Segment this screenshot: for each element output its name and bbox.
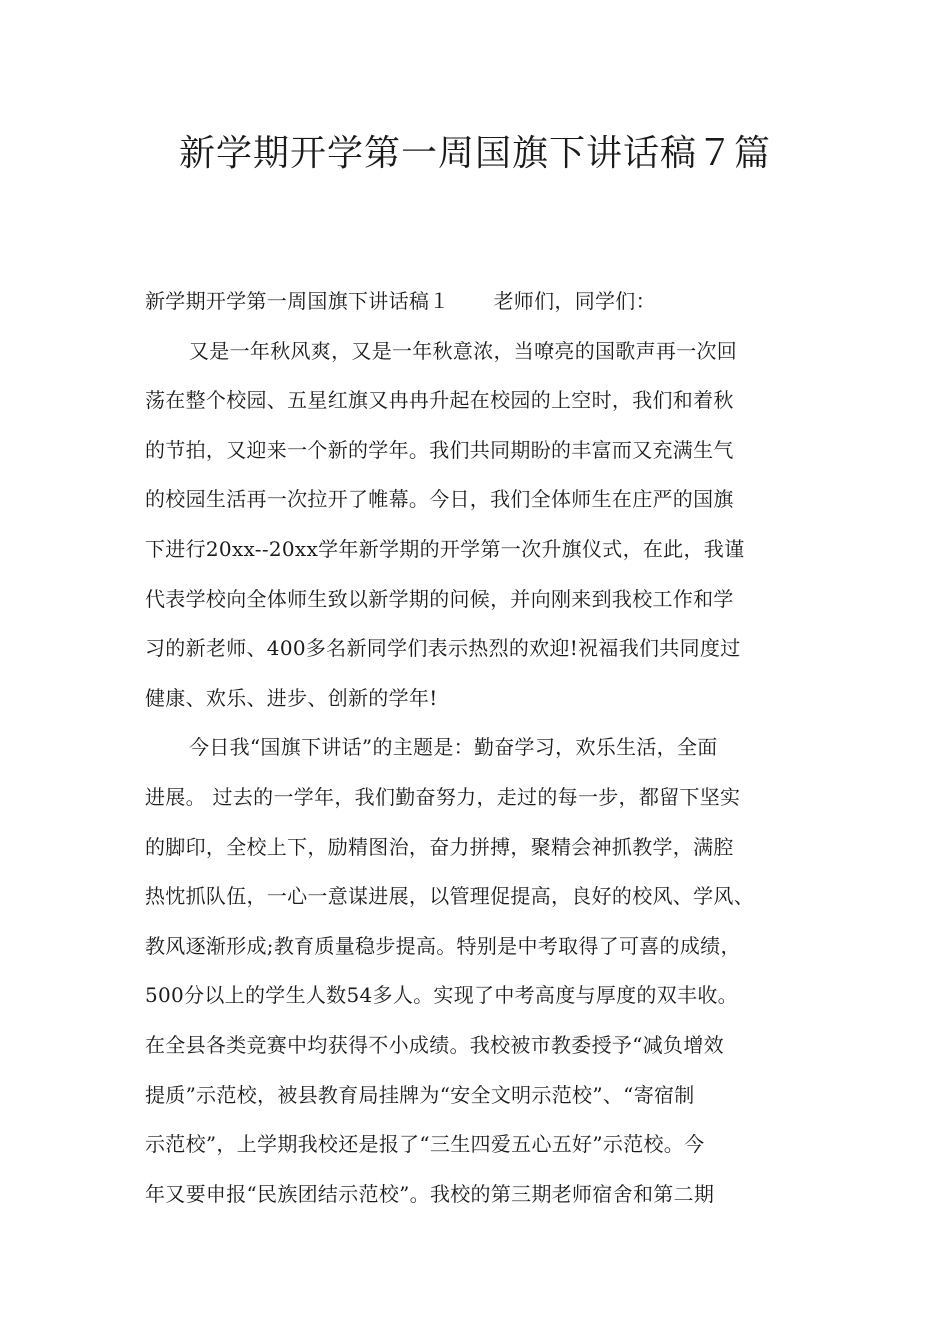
text-line: 今日我“国旗下讲话”的主题是：勤奋学习，欢乐生活，全面 xyxy=(189,735,718,760)
text-line: 在全县各类竞赛中均获得不小成绩。我校被市教委授予“减负增效 xyxy=(145,1032,724,1057)
text-line: 下进行20xx--20xx学年新学期的开学第一次升旗仪式，在此，我谨 xyxy=(145,536,745,561)
text-line: 健康、欢乐、进步、创新的学年! xyxy=(145,685,438,710)
text-line: 的校园生活再一次拉开了帷幕。今日，我们全体师生在庄严的国旗 xyxy=(145,487,734,512)
text-line: 的脚印，全校上下，励精图治，奋力拼搏，聚精会神抓教学，满腔 xyxy=(145,834,734,859)
document-body xyxy=(145,277,835,1219)
document-title: 新学期开学第一周国旗下讲话稿７篇 xyxy=(178,133,771,174)
text-line: 提质”示范校，被县教育局挂牌为“安全文明示范校”、“寄宿制 xyxy=(145,1082,695,1107)
text-line: 的节拍，又迎来一个新的学年。我们共同期盼的丰富而又充满生气 xyxy=(145,437,734,462)
text-line: 荡在整个校园、五星红旗又冉冉升起在校园的上空时，我们和着秋 xyxy=(145,388,734,413)
speech-heading: 新学期开学第一周国旗下讲话稿１ xyxy=(145,289,450,313)
text-line: 又是一年秋风爽，又是一年秋意浓，当嘹亮的国歌声再一次回 xyxy=(189,338,738,363)
text-line: 习的新老师、400多名新同学们表示热烈的欢迎!祝福我们共同度过 xyxy=(145,636,741,661)
salutation: 老师们，同学们： xyxy=(493,289,656,313)
text-line: 进展。 过去的一学年，我们勤奋努力，走过的每一步，都留下坚实 xyxy=(145,784,741,809)
text-line-heading xyxy=(145,277,835,327)
text-line: 热忱抓队伍，一心一意谋进展，以管理促提高，良好的校风、学风、 xyxy=(145,884,754,909)
text-line: 教风逐渐形成;教育质量稳步提高。特别是中考取得了可喜的成绩， xyxy=(145,933,741,958)
text-line: 年又要申报“民族团结示范校”。我校的第三期老师宿舍和第二期 xyxy=(145,1181,715,1206)
text-line: 500分以上的学生人数54多人。实现了中考高度与厚度的双丰收。 xyxy=(145,983,738,1008)
text-line: 示范校”，上学期我校还是报了“三生四爱五心五好”示范校。今 xyxy=(145,1132,705,1157)
text-line: 代表学校向全体师生致以新学期的问候，并向刚来到我校工作和学 xyxy=(145,586,734,611)
